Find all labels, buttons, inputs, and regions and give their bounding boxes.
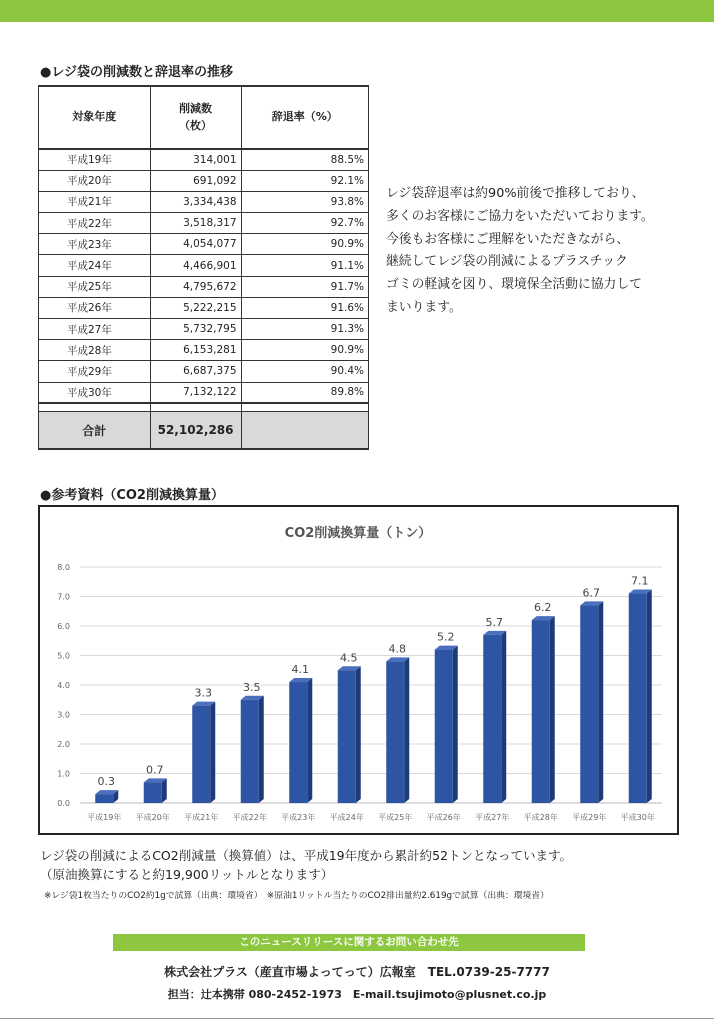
y-tick-label: 6.0 [57,622,70,631]
cell-rate: 92.7% [241,213,368,234]
data-label: 6.7 [582,586,600,600]
x-tick-label: 平成21年 [184,813,219,822]
x-tick-label: 平成30年 [620,813,655,822]
data-label: 6.2 [534,601,552,615]
co2-note [40,846,572,884]
x-tick-label: 平成19年 [87,813,122,822]
cell-rate: 93.8% [241,191,368,212]
x-tick-label: 平成28年 [523,813,558,822]
table-section-title: ●レジ袋の削減数と辞退率の推移 [40,65,234,80]
header-rate: 辞退率（%） [241,86,368,149]
cell-year: 平成25年 [39,276,151,297]
cell-count: 5,222,215 [150,297,241,318]
cell-year: 平成27年 [39,319,151,340]
description-line: 継続してレジ袋の削減によるプラスチック [386,254,628,270]
x-tick-label: 平成20年 [135,813,170,822]
cell-rate: 91.1% [241,255,368,276]
total-rate-empty [241,411,368,449]
cell-count: 314,001 [150,149,241,170]
data-label: 4.5 [340,651,358,665]
data-label: 7.1 [631,574,649,588]
x-tick-label: 平成24年 [329,813,364,822]
cell-rate: 89.8% [241,382,368,403]
y-tick-label: 1.0 [57,769,70,779]
description-text [386,183,704,320]
total-label: 合計 [39,411,151,449]
bar [144,782,162,803]
bar-side [307,678,312,803]
bar [629,594,647,803]
cell-rate: 88.5% [241,149,368,170]
bar-side [647,590,652,803]
cell-year: 平成26年 [39,297,151,318]
table-row [39,255,369,276]
y-tick-label: 5.0 [57,651,70,661]
bar-side [453,646,458,803]
cell-count: 7,132,122 [150,382,241,403]
data-label: 5.7 [485,615,503,629]
spacer-cell [39,403,151,411]
table-spacer-row [39,403,369,411]
x-tick-label: 平成23年 [281,813,316,822]
company-contact: 株式会社プラス（産直市場よってって）広報室 TEL.0739-25-7777 [164,965,550,979]
cell-year: 平成29年 [39,361,151,382]
bar [338,670,356,803]
table-header-row [39,86,369,149]
cell-rate: 90.9% [241,234,368,255]
cell-count: 3,518,317 [150,213,241,234]
cell-rate: 91.6% [241,297,368,318]
bar [532,620,550,803]
bar-side [162,778,167,803]
x-tick-label: 平成27年 [475,813,510,822]
bottom-divider [0,1018,714,1019]
cell-count: 6,687,375 [150,361,241,382]
table-row [39,191,369,212]
description-line: まいります。 [386,299,462,315]
table-row [39,319,369,340]
person-contact: 担当：辻本携帯 080-2452-1973 E-mail.tsujimoto@plusnet.co.jp [167,988,547,1001]
header-count-line1: 削減数 [179,102,213,115]
cell-count: 4,795,672 [150,276,241,297]
co2-bar-chart [40,507,677,833]
data-label: 4.1 [291,663,309,677]
x-tick-label: 平成26年 [426,813,461,822]
x-tick-label: 平成25年 [378,813,413,822]
data-label: 4.8 [388,642,406,656]
bar [241,700,259,803]
table-row [39,149,369,170]
bar-side [356,666,361,803]
cell-count: 6,153,281 [150,340,241,361]
table-row [39,297,369,318]
total-count: 52,102,286 [150,411,241,449]
header-count [150,86,241,149]
y-tick-label: 2.0 [57,740,70,749]
table-row [39,170,369,191]
table-total-row [39,411,369,449]
co2-chart-frame [38,505,679,835]
bar-side [210,702,215,803]
chart-title: CO2削減換算量（トン） [284,526,432,541]
cell-count: 5,732,795 [150,319,241,340]
bar [435,650,453,803]
description-line: ゴミの軽減を図り、環境保全活動に協力して [386,277,642,293]
bar [289,682,307,803]
x-tick-label: 平成22年 [232,813,267,822]
table-row [39,382,369,403]
bar-side [598,601,603,803]
table-row [39,234,369,255]
cell-rate: 90.9% [241,340,368,361]
bar [95,794,113,803]
description-line: 多くのお客様にご協力をいただいております。 [386,208,654,224]
bar [386,661,404,803]
cell-year: 平成30年 [39,382,151,403]
data-label: 0.3 [97,775,115,789]
description-line: レジ袋辞退率は約90%前後で推移しており、 [386,186,645,201]
bar [580,605,598,803]
cell-year: 平成23年 [39,234,151,255]
cell-rate: 92.1% [241,170,368,191]
bar-side [259,696,264,803]
header-count-line2: （枚） [179,118,213,132]
data-label: 3.3 [194,686,212,700]
data-label: 0.7 [146,763,164,777]
bar-side [501,631,506,803]
top-accent-bar [0,0,714,22]
cell-count: 4,466,901 [150,255,241,276]
data-label: 3.5 [243,680,261,694]
reduction-table [38,85,369,450]
cell-rate: 90.4% [241,361,368,382]
table-row [39,213,369,234]
bar [483,635,501,803]
cell-count: 691,092 [150,170,241,191]
spacer-cell [150,403,241,411]
chart-section-title: ●参考資料（CO2削減換算量） [40,488,224,503]
y-tick-label: 8.0 [57,563,70,572]
cell-year: 平成19年 [39,149,151,170]
x-tick-label: 平成29年 [572,813,607,822]
table-row [39,276,369,297]
bar [192,706,210,803]
bar-side [550,616,555,803]
data-label: 5.2 [437,630,455,644]
cell-rate: 91.3% [241,319,368,340]
y-tick-label: 3.0 [57,710,70,720]
cell-count: 4,054,077 [150,234,241,255]
y-tick-label: 0.0 [57,799,70,808]
header-year: 対象年度 [39,86,151,149]
y-tick-label: 4.0 [57,681,70,690]
table-row [39,340,369,361]
description-line: 今後もお客様にご理解をいただきながら、 [386,231,630,247]
co2-note-line2: （原油換算にすると約19,900リットルとなります） [40,867,334,882]
cell-year: 平成22年 [39,213,151,234]
cell-year: 平成21年 [39,191,151,212]
cell-year: 平成28年 [39,340,151,361]
table-row [39,361,369,382]
cell-count: 3,334,438 [150,191,241,212]
co2-note-line1: レジ袋の削減によるCO2削減量（換算値）は、平成19年度から累計約52トンとなっています。 [40,848,573,863]
contact-heading-bar: このニュースリリースに関するお問い合わせ先 [113,934,585,951]
cell-year: 平成24年 [39,255,151,276]
cell-year: 平成20年 [39,170,151,191]
cell-rate: 91.7% [241,276,368,297]
bar-side [404,657,409,803]
footnote: ※レジ袋1枚当たりのCO2約1gで試算（出典：環境省） ※原油1リットル当たりのCO2排出量約2.619gで試算（出典：環境省） [44,891,549,901]
y-tick-label: 7.0 [57,592,70,602]
spacer-cell [241,403,368,411]
